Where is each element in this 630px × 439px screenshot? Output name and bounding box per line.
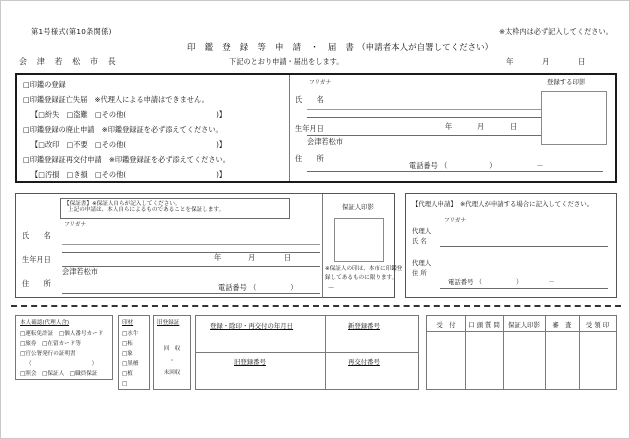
- option-loss-report-box[interactable]: □: [23, 95, 30, 104]
- idcheck-staff-guarantee[interactable]: □職員保証: [69, 371, 98, 377]
- agent-heading: 【代理人申請】: [412, 200, 454, 208]
- seal-material-buffalo[interactable]: □水牛: [122, 331, 139, 337]
- guarantor-birth-label: 生年月日: [22, 255, 51, 264]
- new-registration-number-header: 新登録番号: [348, 322, 380, 330]
- option-abolish-reasons[interactable]: [31, 141, 226, 149]
- option-abolish-box[interactable]: □: [23, 125, 30, 134]
- agent-name-label-2: 氏 名: [412, 237, 427, 245]
- agent-name-label-1: 代理人: [412, 227, 432, 235]
- header-date-line: [506, 56, 586, 67]
- guarantor-address-label: 住 所: [22, 279, 51, 288]
- reissue-reason-other[interactable]: □その他(: [94, 170, 127, 179]
- option-loss-report-label: 印鑑登録証亡失届: [29, 95, 88, 104]
- guarantor-statement: 上記の申請は、本人自らによるものであることを保証します。: [68, 207, 225, 214]
- option-register-box[interactable]: □: [23, 80, 30, 89]
- registration-date-header: 登録・除印・再交付の年月日: [210, 322, 294, 330]
- identity-check-row-2[interactable]: [20, 341, 81, 347]
- option-loss-report[interactable]: [23, 96, 209, 104]
- loss-reason-lost[interactable]: □紛失: [38, 110, 60, 119]
- option-register-label: 印鑑の登録: [29, 80, 66, 89]
- seal-material-boxwood[interactable]: □柘: [122, 341, 133, 347]
- seal-material-ebony[interactable]: □黒檀: [122, 361, 139, 367]
- idcheck-drivers-license[interactable]: □運転免許証: [20, 331, 54, 337]
- agent-section: [405, 193, 617, 298]
- idcheck-paren-open: （: [26, 361, 32, 367]
- idcheck-mynumber-card[interactable]: □個人番号カード: [58, 331, 104, 337]
- option-reissue[interactable]: [23, 156, 230, 164]
- loss-reason-other[interactable]: □その他(: [94, 110, 127, 119]
- document-title-paren: （申請者本人が自署してください）: [357, 43, 494, 53]
- applicant-section: [15, 73, 617, 183]
- guarantor-tel-close: ）: [290, 283, 298, 292]
- header-date-year: 年: [506, 57, 514, 66]
- guarantor-tel-line[interactable]: [218, 284, 335, 292]
- option-reissue-reasons[interactable]: [31, 171, 226, 179]
- approval-col-reception: 受 付: [436, 321, 456, 329]
- registration-table-vline: [325, 316, 326, 389]
- guarantor-seal-note-line1: ※保証人の印は、本市に印鑑登: [325, 266, 403, 272]
- applicant-furigana-rule: [307, 109, 547, 110]
- abolish-reason-change[interactable]: □改印: [38, 140, 60, 149]
- idcheck-passport[interactable]: □旅券: [20, 341, 37, 347]
- identity-check-row-3[interactable]: [20, 351, 76, 357]
- applicant-birth-year: 年: [445, 122, 453, 131]
- guarantor-birth-day: 日: [284, 253, 292, 262]
- guarantor-tel-label: 電話番号: [218, 283, 247, 292]
- agent-furigana-label: フリガナ: [444, 218, 467, 224]
- guarantor-tel-dash: －: [327, 283, 335, 292]
- registration-table-hline: [196, 352, 418, 353]
- applicant-address-input[interactable]: [307, 171, 603, 172]
- abolish-bracket-close: )】: [216, 140, 227, 149]
- identity-check-row-4[interactable]: [26, 361, 97, 367]
- idcheck-guarantor[interactable]: □保証人: [42, 371, 65, 377]
- guarantor-name-input[interactable]: [62, 252, 320, 253]
- applicant-birth-input[interactable]: [307, 135, 547, 136]
- applicant-tel-open: （: [440, 161, 448, 170]
- applicant-tel-dash: －: [536, 161, 544, 170]
- applicant-birth-label: 生年月日: [295, 124, 324, 133]
- agent-heading-line: [412, 201, 593, 208]
- old-certificate-uncollected[interactable]: 未回収: [163, 370, 181, 376]
- approval-col-examination: 審 査: [552, 321, 572, 329]
- registration-table: [195, 315, 419, 390]
- reissue-bracket-open: 【: [31, 170, 39, 179]
- abolish-reason-unneeded[interactable]: □不要: [66, 140, 88, 149]
- identity-check-row-5[interactable]: [20, 371, 97, 377]
- guarantor-statement-box: [60, 198, 290, 219]
- guarantor-city-prefix: 会津若松市: [62, 267, 98, 276]
- agent-address-input[interactable]: [440, 288, 608, 289]
- option-reissue-note: ※印鑑登録証を必ず添えてください。: [108, 155, 230, 164]
- option-reissue-box[interactable]: □: [23, 155, 30, 164]
- idcheck-paren-close: ）: [91, 361, 98, 367]
- option-loss-report-note: ※代理人による申請はできません。: [94, 95, 209, 104]
- loss-bracket-open: 【: [31, 110, 39, 119]
- seal-material-title: 印材: [122, 320, 134, 326]
- applicant-tel-close: ）: [489, 161, 497, 170]
- applicant-name-input[interactable]: [307, 117, 547, 118]
- guarantor-seal-note-line2: 録してあるものに限ります。: [325, 275, 398, 281]
- guarantor-address-input[interactable]: [62, 293, 320, 294]
- guarantor-birth-input[interactable]: [62, 266, 320, 267]
- applicant-address-label: 住 所: [295, 154, 324, 163]
- guarantor-seal-divider: [322, 194, 323, 298]
- old-certificate-title: 旧登録証: [157, 320, 180, 326]
- applicant-birth-month: 月: [477, 122, 485, 131]
- applicant-tel-label: 電話番号: [409, 161, 438, 170]
- submit-statement: 下記のとおり申請・届出をします。: [229, 57, 344, 66]
- agent-address-label-2: 住 所: [412, 269, 427, 277]
- identity-check-row-1[interactable]: [20, 331, 103, 337]
- seal-material-section: [118, 315, 150, 390]
- approval-col-oral-question: 口 頭 質 問: [468, 321, 500, 329]
- seal-material-other[interactable]: □: [122, 381, 128, 387]
- option-abolish[interactable]: [23, 126, 223, 134]
- guarantor-birth-month: 月: [248, 253, 256, 262]
- applicant-name-label: 氏 名: [295, 95, 324, 104]
- reissue-reason-damaged[interactable]: □き損: [66, 170, 88, 179]
- agent-name-input[interactable]: [440, 246, 608, 247]
- option-register[interactable]: [23, 81, 66, 89]
- option-reissue-label: 印鑑登録証再交付申請: [29, 155, 102, 164]
- agent-tel-dash: －: [548, 278, 555, 286]
- old-certificate-separator: ・: [169, 358, 175, 364]
- identity-check-title: 本人確認(代理人含): [20, 320, 70, 326]
- applicant-seal-box-title: 登録する印影: [547, 78, 586, 86]
- reissue-bracket-close: )】: [216, 170, 227, 179]
- option-abolish-note: ※印鑑登録証を必ず添えてください。: [101, 125, 223, 134]
- guarantor-heading: 【保証書】※保証人自らが記入してください。: [64, 201, 181, 207]
- reissue-reason-soiled[interactable]: □汚損: [38, 170, 60, 179]
- applicant-city-prefix: 会津若松市: [307, 137, 343, 146]
- guarantor-furigana-rule: [62, 244, 320, 245]
- seal-material-ivory[interactable]: □象: [122, 351, 133, 357]
- guarantor-furigana-label: フリガナ: [64, 222, 87, 228]
- reissue-number-header: 再交付番号: [348, 358, 380, 366]
- guarantor-birth-year: 年: [214, 253, 222, 262]
- guarantor-tel-open: （: [249, 283, 257, 292]
- guarantor-seal-box-title: 保証人印影: [342, 203, 374, 211]
- loss-bracket-close: )】: [216, 110, 227, 119]
- option-loss-reasons[interactable]: [31, 111, 226, 119]
- approval-col-receipt-seal: 受 領 印: [585, 321, 610, 329]
- idcheck-public-certificate[interactable]: □官公署発行の証明書: [20, 351, 76, 357]
- abolish-reason-other[interactable]: □その他(: [94, 140, 127, 149]
- document-title: [187, 41, 493, 53]
- agent-address-label-1: 代理人: [412, 259, 432, 267]
- approval-header-rule: [427, 331, 616, 332]
- loss-reason-theft[interactable]: □盗難: [66, 110, 88, 119]
- idcheck-inquiry[interactable]: □照会: [20, 371, 37, 377]
- agent-tel-label: 電話番号: [448, 278, 474, 286]
- identity-check-section: [15, 315, 113, 380]
- addressee: 会 津 若 松 市 長: [19, 57, 120, 66]
- applicant-column-divider: [289, 75, 290, 181]
- approval-col-guarantor-seal: 保証人印影: [508, 321, 540, 329]
- applicant-furigana-label: フリガナ: [309, 80, 332, 86]
- old-registration-number-header: 旧登録番号: [234, 358, 266, 366]
- guarantor-seal-impression-area[interactable]: [334, 218, 384, 262]
- approval-table: [426, 315, 617, 390]
- registered-seal-impression-area[interactable]: [541, 91, 607, 145]
- header-date-day: 日: [578, 57, 586, 66]
- guarantor-name-label: 氏 名: [22, 231, 51, 240]
- abolish-bracket-open: 【: [31, 140, 39, 149]
- idcheck-residence-card[interactable]: □在留カード等: [42, 341, 81, 347]
- office-use-separator: [11, 305, 621, 307]
- agent-heading-note: ※代理人が申請する場合に記入してください。: [459, 200, 594, 208]
- document-title-main: 印 鑑 登 録 等 申 請 ・ 届 書: [187, 43, 358, 53]
- old-certificate-collected[interactable]: 回 収: [163, 346, 181, 352]
- applicant-tel-line[interactable]: [409, 162, 544, 170]
- guarantor-section: [15, 193, 403, 298]
- option-abolish-label: 印鑑登録の廃止申請: [29, 125, 95, 134]
- header-date-month: 月: [542, 57, 550, 66]
- agent-tel-line[interactable]: [448, 279, 555, 286]
- applicant-birth-day: 日: [510, 122, 518, 131]
- old-certificate-section: [153, 315, 191, 390]
- form-number: 第1号様式(第10条関係): [31, 27, 112, 36]
- seal-material-plant[interactable]: □植: [122, 371, 133, 377]
- thick-frame-note: ※太枠内は必ず記入してください。: [499, 27, 613, 36]
- agent-tel-close: ）: [516, 278, 523, 286]
- agent-tel-open: （: [475, 278, 482, 286]
